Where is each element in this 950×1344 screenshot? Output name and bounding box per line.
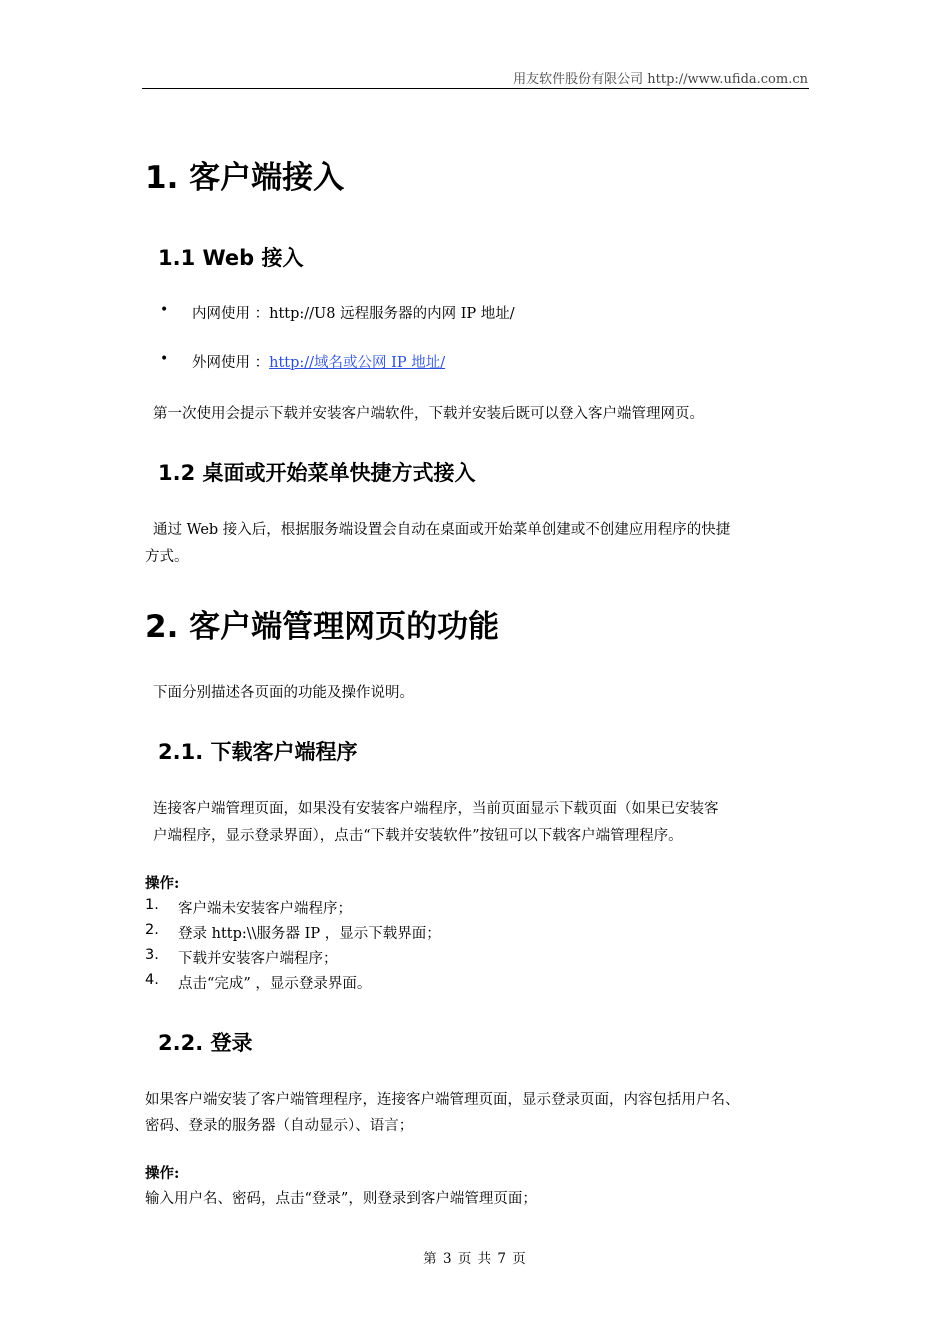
step-number: 3. xyxy=(145,947,159,963)
bullet-extranet xyxy=(192,351,445,372)
paragraph-login-line2: 密码、登录的服务器（自动显示）、语言； xyxy=(145,1118,414,1134)
paragraph-download-line2: 户端程序，显示登录界面），点击“下载并安装软件”按钮可以下载客户端管理程序。 xyxy=(153,828,683,844)
header-divider xyxy=(142,88,809,89)
step-number: 4. xyxy=(145,972,159,988)
heading-management-functions: 2. 客户端管理网页的功能 xyxy=(145,609,500,645)
bullet-icon: • xyxy=(160,302,169,318)
login-operation-text: 输入用户名、密码，点击“登录”，则登录到客户端管理页面； xyxy=(145,1191,537,1207)
bullet-icon: • xyxy=(160,351,169,367)
page-footer: 第 3 页 共 7 页 xyxy=(423,1251,527,1267)
heading-login: 2.2. 登录 xyxy=(158,1031,253,1055)
bullet-extranet-label: 外网使用 ： xyxy=(192,355,270,371)
heading-download-client: 2.1. 下载客户端程序 xyxy=(158,740,358,764)
operations-label: 操作: xyxy=(145,1165,180,1182)
paragraph-download-line1: 连接客户端管理页面，如果没有安装客户端程序，当前页面显示下载页面（如果已安装客 xyxy=(153,801,719,817)
heading-shortcut-access: 1.2 桌面或开始菜单快捷方式接入 xyxy=(158,461,476,485)
step-text: 点击“完成” ，显示登录界面。 xyxy=(178,976,372,992)
operations-label: 操作: xyxy=(145,875,180,892)
paragraph-shortcut-line1: 通过 Web 接入后，根据服务端设置会自动在桌面或开始菜单创建或不创建应用程序的快捷 xyxy=(153,522,731,538)
paragraph-first-use: 第一次使用会提示下载并安装客户端软件，下载并安装后既可以登入客户端管理网页。 xyxy=(153,406,704,422)
heading-web-access: 1.1 Web 接入 xyxy=(158,246,304,270)
step-text: 客户端未安装客户端程序； xyxy=(178,901,352,917)
bullet-intranet: 内网使用 ：http://U8 远程服务器的内网 IP 地址/ xyxy=(192,306,515,322)
step-text: 下载并安装客户端程序； xyxy=(178,951,338,967)
step-text: 登录 http:\\服务器 IP ，显示下载界面； xyxy=(178,926,441,942)
heading-client-access: 1. 客户端接入 xyxy=(145,160,345,196)
paragraph-login-line1: 如果客户端安装了客户端管理程序，连接客户端管理页面，显示登录页面，内容包括用户名、 xyxy=(145,1092,740,1108)
step-number: 1. xyxy=(145,897,159,913)
paragraph-intro: 下面分别描述各页面的功能及操作说明。 xyxy=(153,685,414,701)
step-number: 2. xyxy=(145,922,159,938)
page-header: 用友软件股份有限公司 http://www.ufida.com.cn xyxy=(513,72,808,87)
paragraph-shortcut-line2: 方式。 xyxy=(145,549,189,565)
extranet-link[interactable]: http://域名或公网 IP 地址/ xyxy=(269,355,446,371)
